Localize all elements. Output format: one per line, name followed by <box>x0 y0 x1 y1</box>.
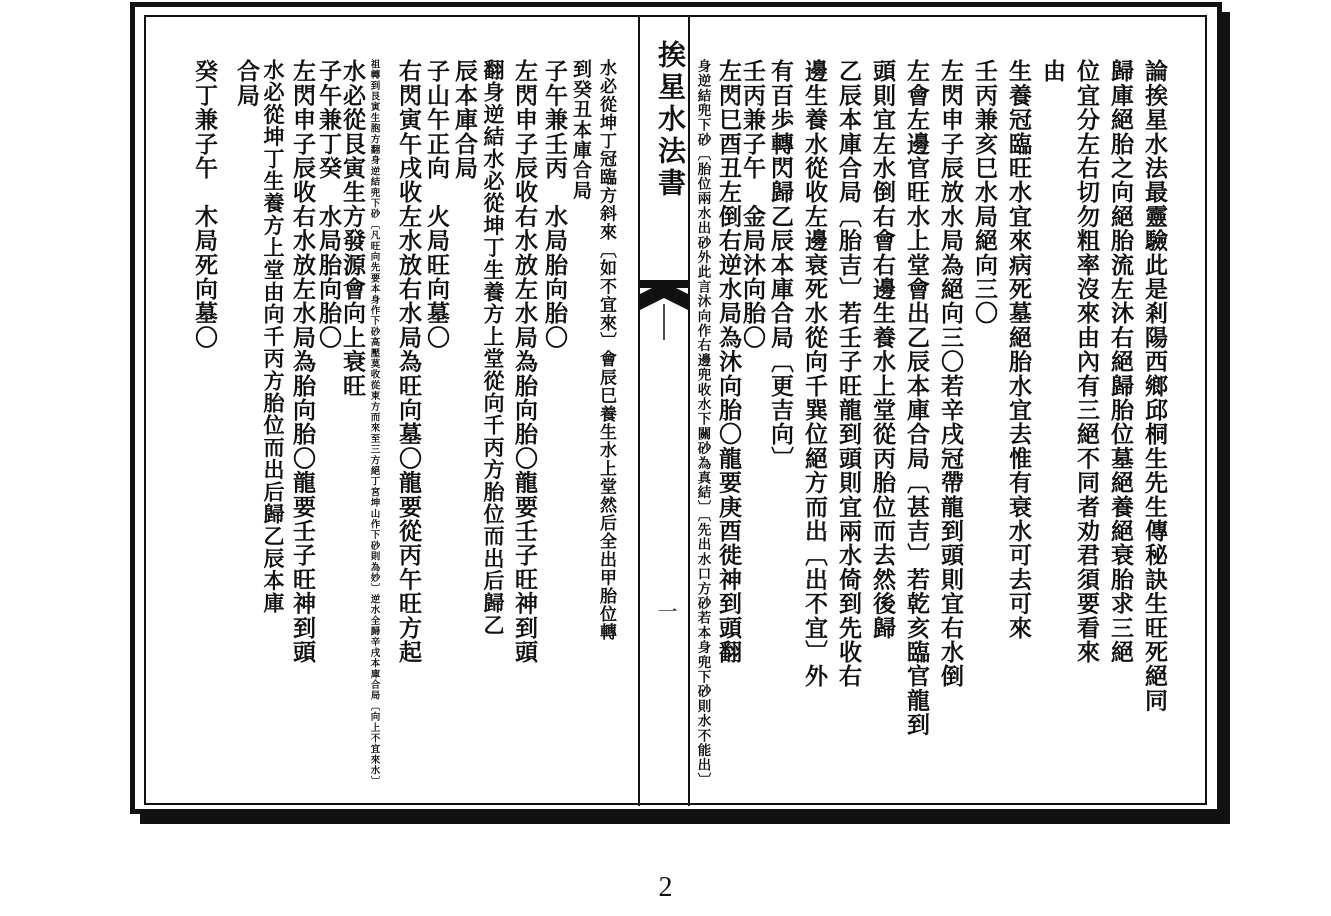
left-page-line: 子午兼丁癸 水局胎向胎〇 <box>315 59 342 350</box>
right-page-line: 壬丙兼亥巳水局絕向三〇 <box>971 59 998 326</box>
right-page-line: 左閃申子辰放水局為絕向三〇若辛戌冠帶龍到頭則宜右水倒 <box>937 59 964 689</box>
left-page-line: 辰本庫合局 <box>451 59 478 180</box>
left-page-line: 子山午正向 火局旺向墓〇 <box>423 59 450 350</box>
right-page-line: 壬丙兼子午 金局沐向胎〇 <box>739 59 766 350</box>
right-page-line: 邊生養水從收左邊衰死水從向千巽位絕方而出〔出不宜〕外 <box>801 59 828 689</box>
right-page-line: 由 <box>1039 59 1066 84</box>
right-page-line: 生養冠臨旺水宜來病死墓絕胎水宜去惟有衰水可去可來 <box>1005 59 1032 640</box>
right-page-line: 左會左邊官旺水上堂會出乙辰本庫合局〔甚吉〕若乾亥臨官龍到 <box>903 59 930 737</box>
left-page-line: 合局 <box>233 59 260 108</box>
frame-shadow-right <box>1222 12 1230 824</box>
fish-tail-mark-icon <box>640 280 688 340</box>
left-page-line: 祖轉到艮寅生胞方翻身逆結兜下砂〔凡旺向先要本身作下砂高壓莫收從東方而來至三方絕丁宮坤山作下砂則為妙〕逆水全歸辛戌本庫合局〔向上不宜來水〕 <box>368 59 380 787</box>
right-page-line: 有百歩轉閃歸乙辰本庫合局〔更吉向〕 <box>767 59 794 471</box>
right-page-line: 左閃巳酉丑左倒右逆水局為沐向胎〇龍要庚酉徙神到頭翻 <box>715 59 742 664</box>
right-page-line: 歸庫絕胎之向絕胎流左沐右絕歸胎位墓絕養絕衰胎求三絕 <box>1107 59 1134 664</box>
frame-shadow-bottom <box>140 814 1230 824</box>
left-page-line: 左閃申子辰收右水放左水局為胎向胎〇龍要壬子旺神到頭 <box>289 59 316 664</box>
left-page-line: 水必從坤丁冠臨方斜來〔如不宜來〕會辰巳養生水上堂然后全出甲胎位轉 <box>596 59 616 642</box>
right-page-line: 頭則宜左水倒右會右邊生養水上堂從丙胎位而去然後歸 <box>869 59 896 640</box>
left-page-line: 子午兼壬丙 水局胎向胎〇 <box>541 59 568 350</box>
right-page-line: 身逆結兜下砂〔胎位兩水出砂外此言沐向作右邊兜收水下關砂為真結〕〔先出水口方砂若本身兜下砂則水不能出〕 <box>694 59 711 788</box>
left-page-line: 左閃申子辰收右水放左水局為胎向胎〇龍要壬子旺神到頭 <box>511 59 538 664</box>
page-frame <box>130 2 1222 814</box>
right-page-line: 論挨星水法最靈驗此是剎陽西鄉邱桐生先生傳秘訣生旺死絕同 <box>1141 59 1168 713</box>
left-page-line: 水必從坤丁生養方上堂由向千丙方胎位而出后歸乙辰本庫 <box>261 59 286 614</box>
right-page-line: 位宜分左右切勿粗率沒來由內有三絕不同者劝君須要看來 <box>1073 59 1100 664</box>
book-title: 挨星水法書 <box>654 40 687 200</box>
left-page-line: 水必從艮寅生方發源會向上衰旺 <box>339 59 366 398</box>
left-page-line: 癸丁兼子午 木局死向墓〇 <box>191 59 218 350</box>
right-page-line: 乙辰本庫合局〔胎吉〕若壬子旺龍到頭則宜兩水倚到先收右 <box>835 59 862 689</box>
left-page-line: 到癸丑本庫合局 <box>570 59 592 201</box>
folio-number: 一 <box>654 601 678 621</box>
page-number: 2 <box>658 872 673 903</box>
scanned-book-spread <box>130 2 1230 824</box>
left-page-line: 右閃寅午戌收左水放右水局為旺向墓〇龍要從丙午旺方起 <box>395 59 422 664</box>
left-page-line: 翻身逆結水必從坤丁生養方上堂從向千丙方胎位而出后歸乙 <box>481 59 506 637</box>
center-gutter <box>638 16 690 806</box>
